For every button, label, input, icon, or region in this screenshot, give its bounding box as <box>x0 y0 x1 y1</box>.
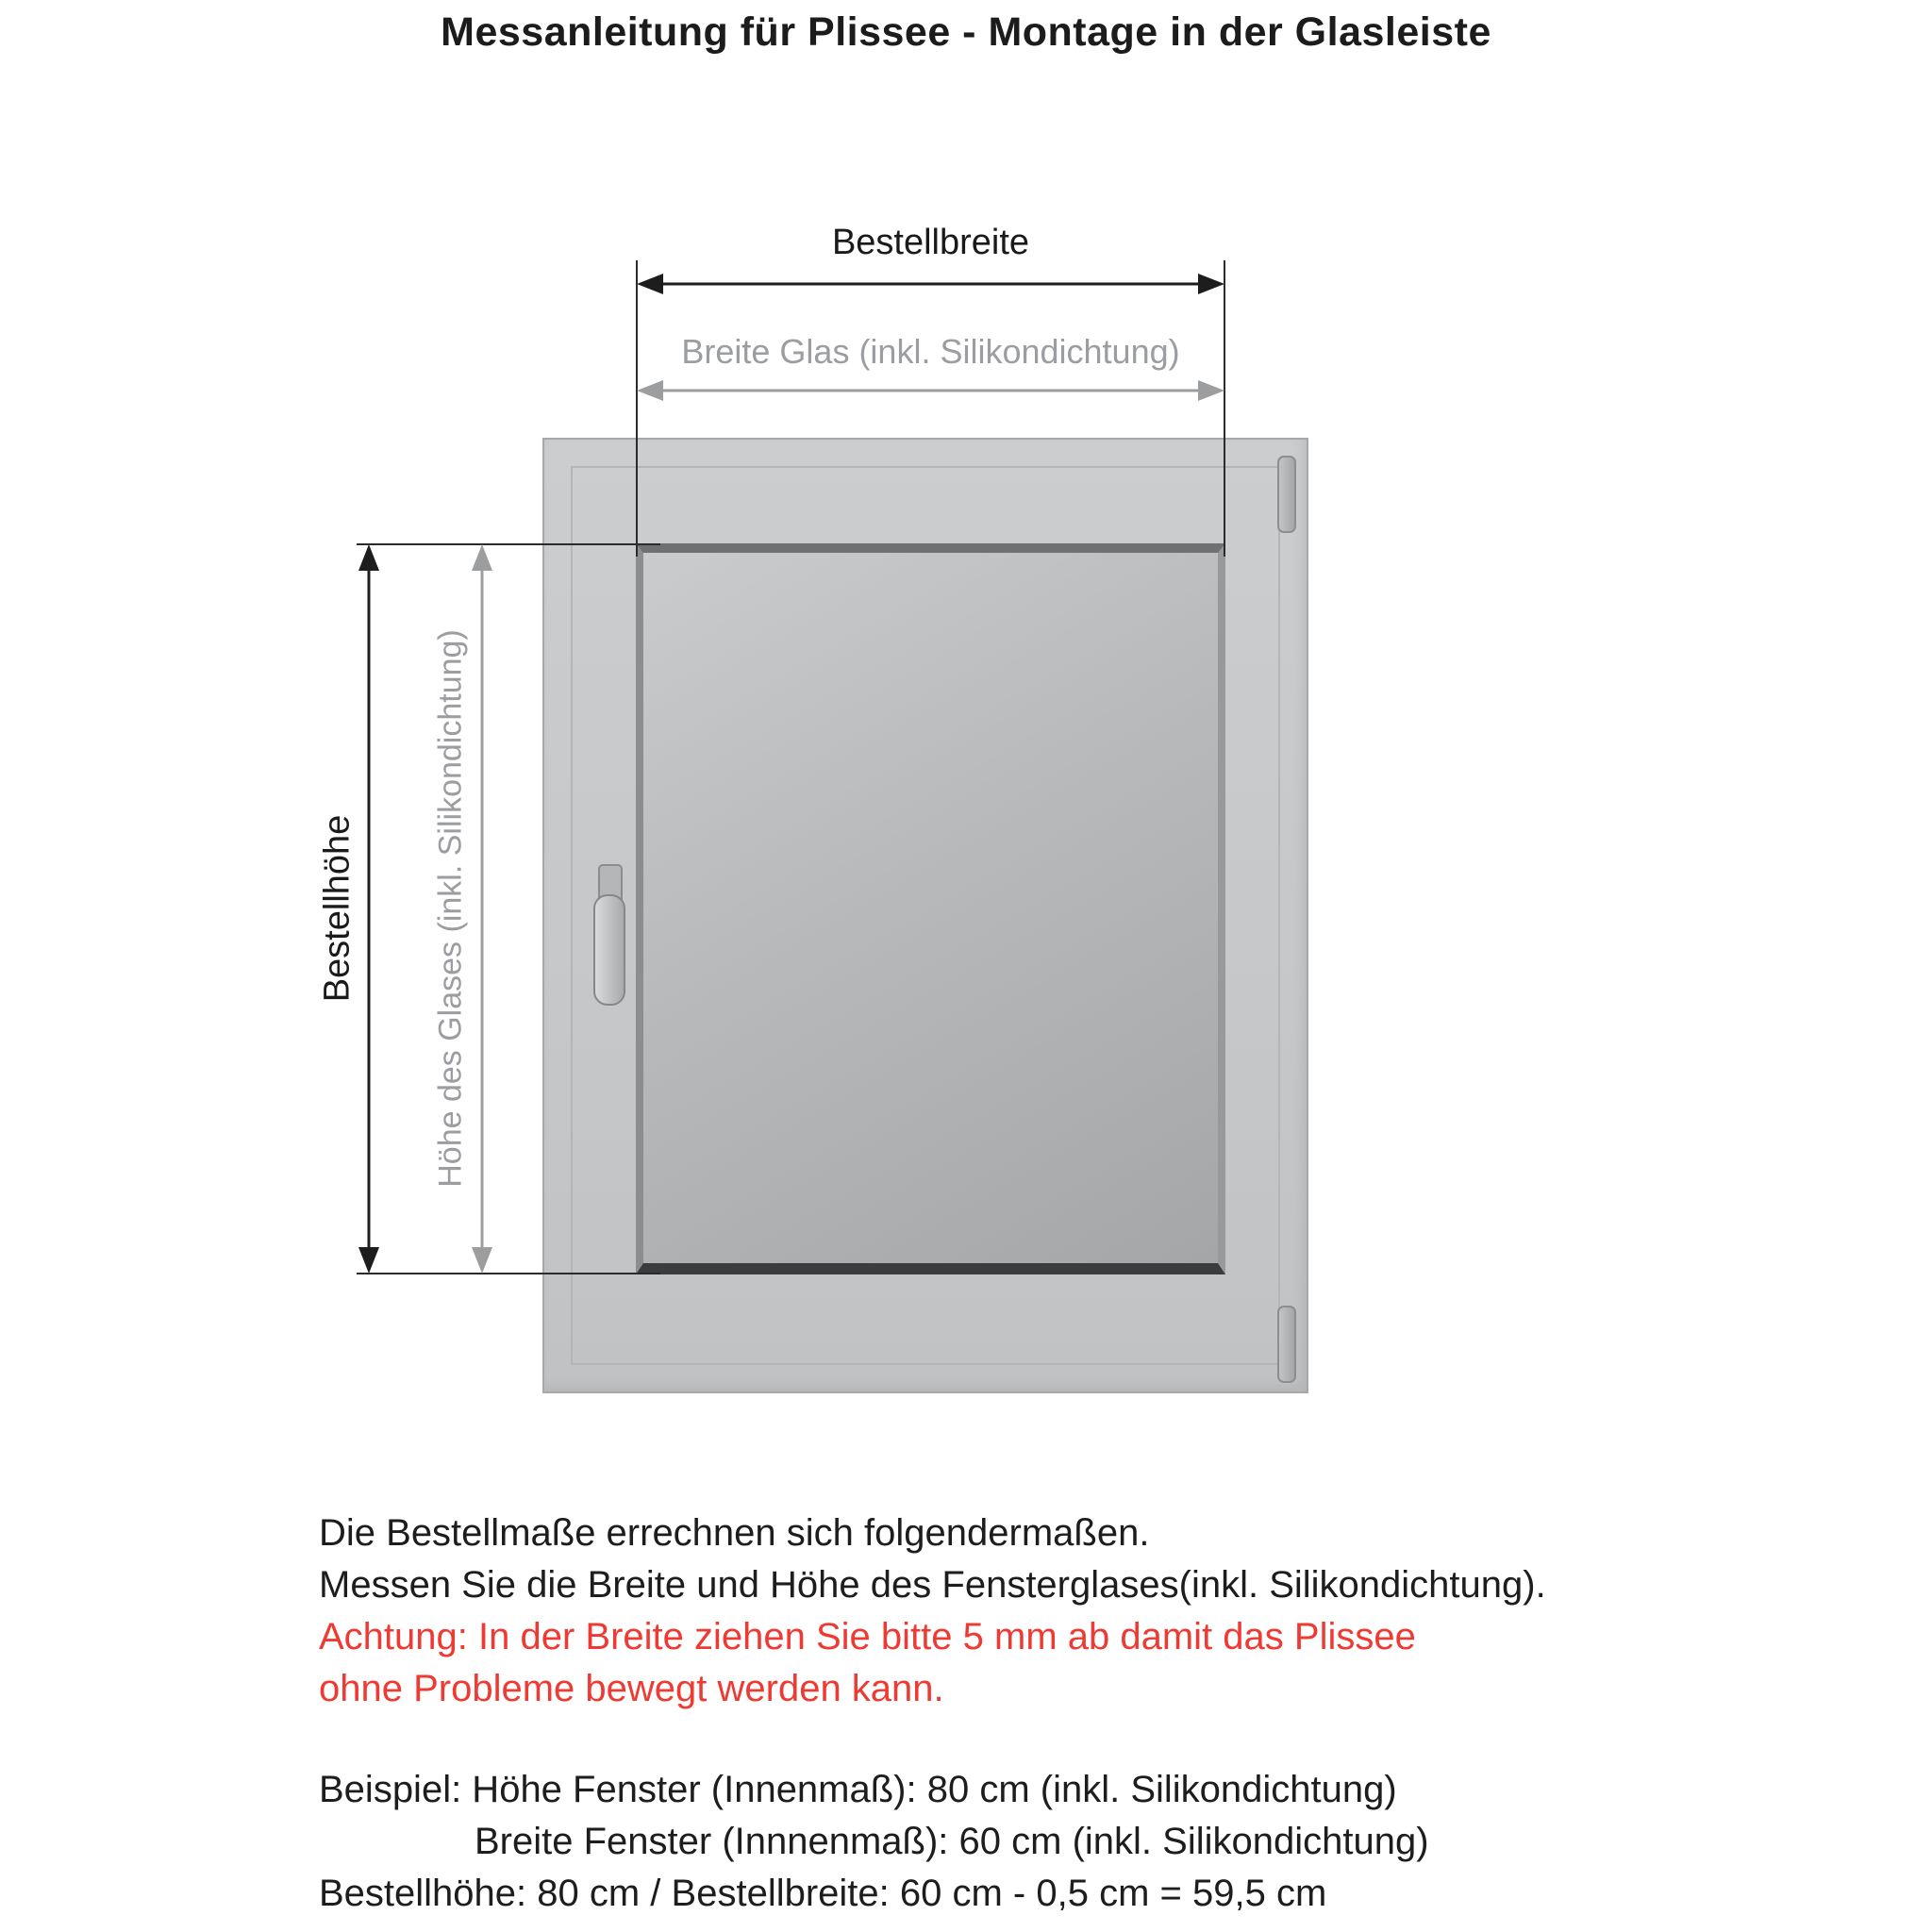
order-width-arrow <box>637 274 1224 294</box>
warning-line-1: Achtung: In der Breite ziehen Sie bitte 5 mm ab damit das Plissee <box>319 1616 1416 1657</box>
example-line-2: Breite Fenster (Innnenmaß): 60 cm (inkl. Silikondichtung) <box>475 1821 1429 1862</box>
hinge-bottom-icon <box>1277 1306 1296 1383</box>
order-width-label: Bestellbreite <box>831 223 1030 262</box>
order-height-label: Bestellhöhe <box>317 814 358 1003</box>
instructions-block <box>319 1507 1546 1920</box>
example-line-3: Bestellhöhe: 80 cm / Bestellbreite: 60 cm - 0,5 cm = 59,5 cm <box>319 1873 1327 1914</box>
window-handle <box>593 894 625 1006</box>
warning-line-2: ohne Probleme bewegt werden kann. <box>319 1668 944 1709</box>
order-height-arrow <box>358 544 379 1274</box>
example-line-1: Beispiel: Höhe Fenster (Innenmaß): 80 cm (inkl. Silikondichtung) <box>319 1769 1397 1810</box>
glass-width-arrow <box>637 380 1224 401</box>
hinge-top-icon <box>1277 456 1296 533</box>
glass-pane <box>636 543 1225 1274</box>
instruction-line-1: Die Bestellmaße errechnen sich folgendermaßen. <box>319 1512 1150 1554</box>
instruction-line-2: Messen Sie die Breite und Höhe des Fensterglases(inkl. Silikondichtung). <box>319 1564 1546 1606</box>
glass-width-label: Breite Glas (inkl. Silikondichtung) <box>681 332 1180 371</box>
glass-height-arrow <box>472 544 492 1274</box>
page-title: Messanleitung für Plissee - Montage in der Glasleiste <box>441 9 1491 55</box>
glass-height-label: Höhe des Glases (inkl. Silikondichtung) <box>432 629 469 1188</box>
